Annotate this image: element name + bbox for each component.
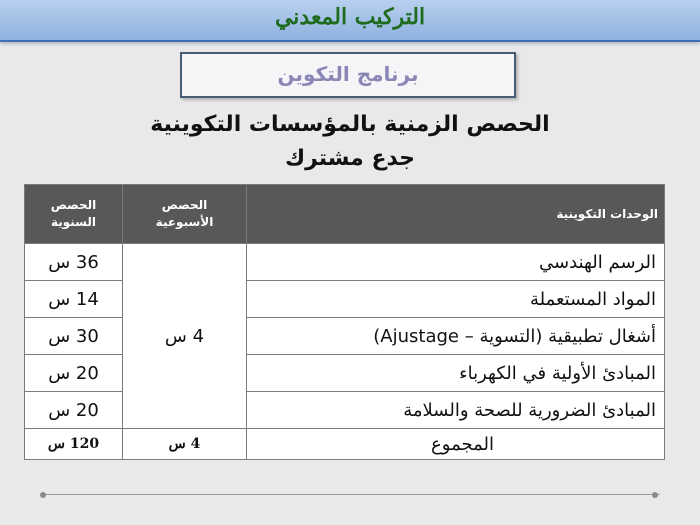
unit-cell: المبادئ الضرورية للصحة والسلامة bbox=[247, 392, 665, 429]
annual-hours-cell: 20 س bbox=[25, 355, 123, 392]
table-header-row bbox=[25, 185, 665, 244]
header-annual-line2: السنوية bbox=[50, 215, 97, 229]
unit-cell: أشغال تطبيقية (التسوية – Ajustage) bbox=[247, 318, 665, 355]
total-weekly-hours: 4 س bbox=[123, 429, 247, 460]
header-weekly-line1: الحصص bbox=[161, 198, 208, 212]
annual-hours-cell: 30 س bbox=[25, 318, 123, 355]
unit-cell: الرسم الهندسي bbox=[247, 244, 665, 281]
table-row bbox=[25, 318, 665, 355]
program-label: برنامج التكوين bbox=[277, 62, 419, 86]
weekly-hours-cell: 4 س bbox=[123, 244, 247, 429]
header-weekly-hours bbox=[123, 185, 247, 244]
page-title: التركيب المعدني bbox=[274, 4, 426, 30]
table-row bbox=[25, 244, 665, 281]
header-weekly-line2: الأسبوعية bbox=[155, 215, 214, 229]
total-annual-hours: 120 س bbox=[25, 429, 123, 460]
total-label: المجموع bbox=[247, 429, 665, 460]
title-banner bbox=[0, 0, 700, 42]
header-annual-hours bbox=[25, 185, 123, 244]
annual-hours-cell: 20 س bbox=[25, 392, 123, 429]
footer-dot-right bbox=[652, 492, 658, 498]
program-box bbox=[180, 52, 516, 98]
unit-cell: المبادئ الأولية في الكهرباء bbox=[247, 355, 665, 392]
table-row bbox=[25, 355, 665, 392]
header-training-units: الوحدات التكوينية bbox=[247, 185, 665, 244]
header-annual-line1: الحصص bbox=[50, 198, 97, 212]
total-row bbox=[25, 429, 665, 460]
footer-dot-left bbox=[40, 492, 46, 498]
unit-cell: المواد المستعملة bbox=[247, 281, 665, 318]
table-row bbox=[25, 392, 665, 429]
schedule-table bbox=[24, 184, 665, 460]
heading-time-allocation: الحصص الزمنية بالمؤسسات التكوينية bbox=[150, 112, 550, 137]
annual-hours-cell: 36 س bbox=[25, 244, 123, 281]
table-row bbox=[25, 281, 665, 318]
heading-common-core: جدع مشترك bbox=[284, 146, 416, 171]
annual-hours-cell: 14 س bbox=[25, 281, 123, 318]
footer-divider bbox=[40, 494, 660, 495]
